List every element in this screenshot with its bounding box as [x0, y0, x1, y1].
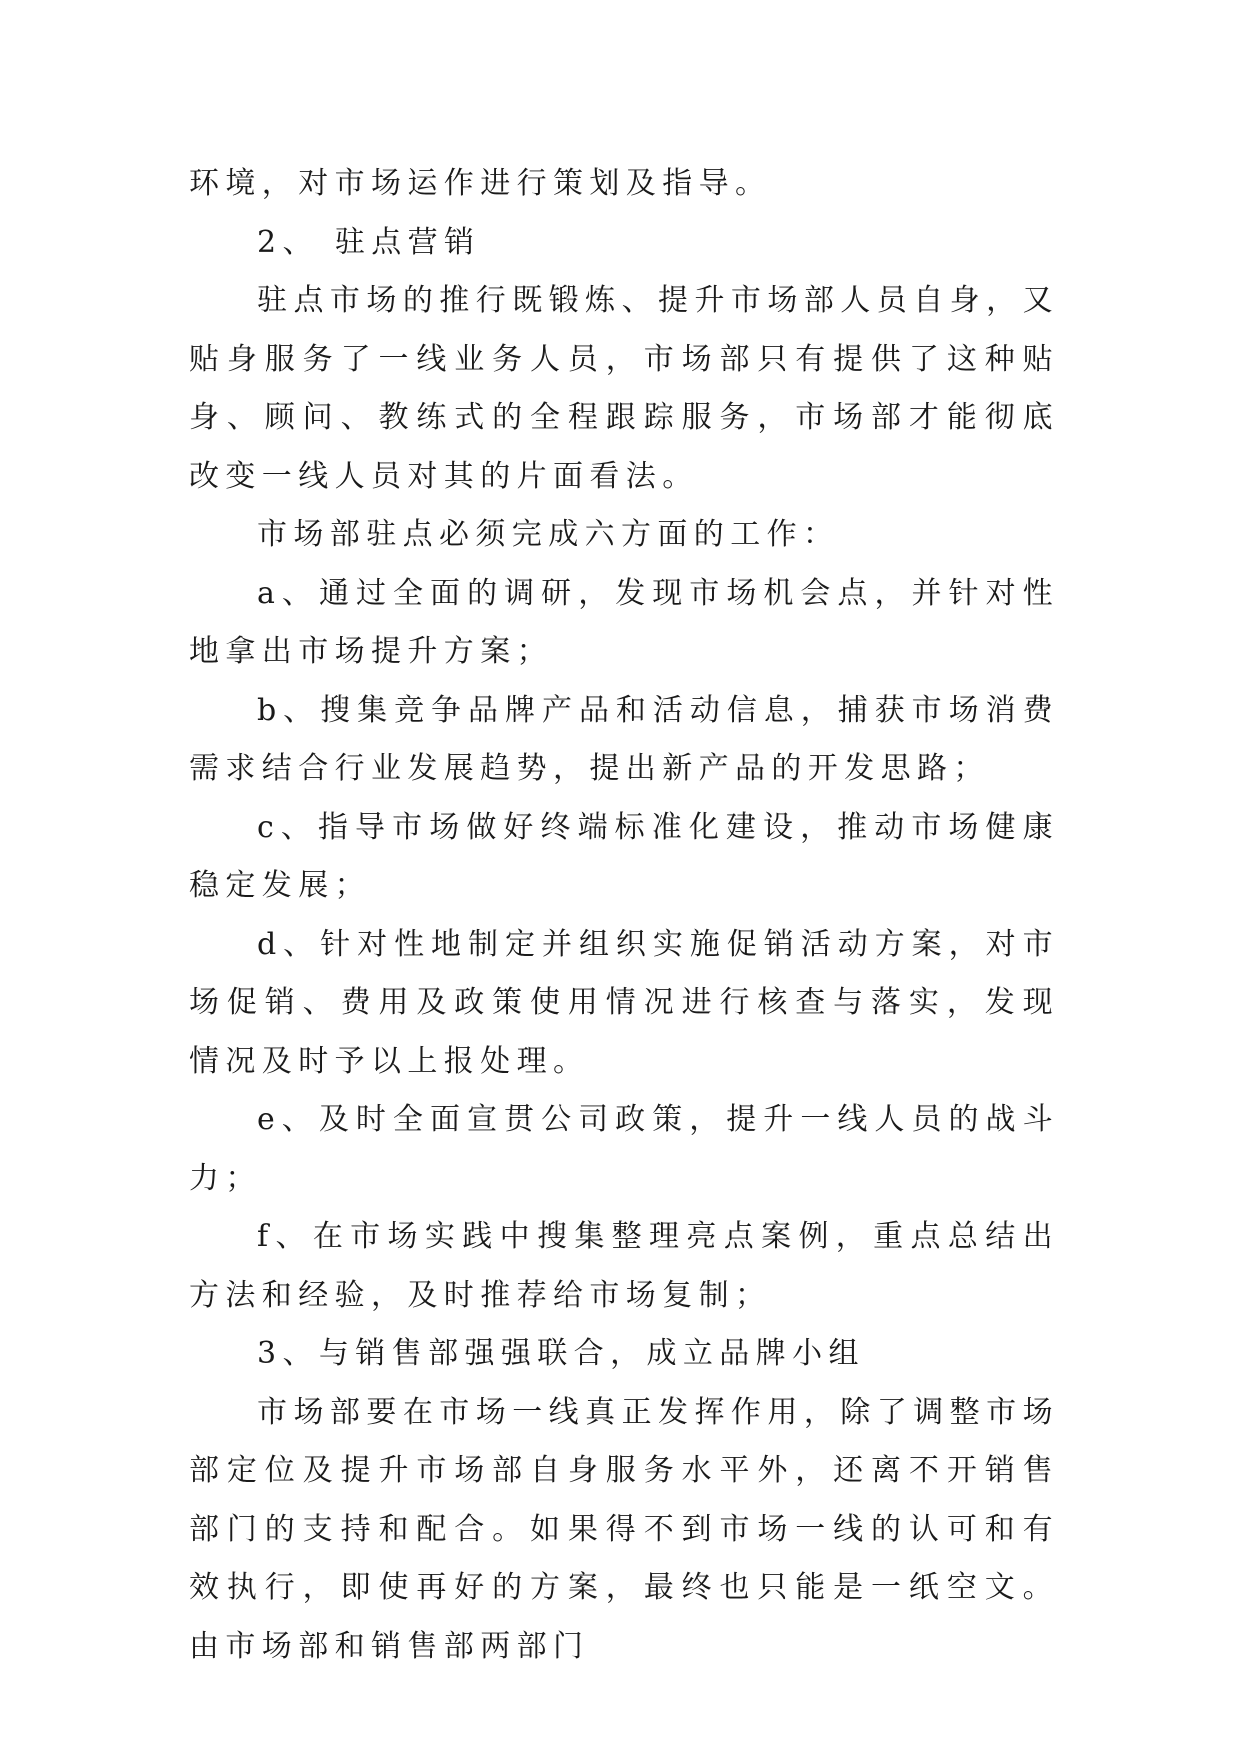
document-body: [189, 155, 1059, 1676]
section-heading-brand-team: 3、与销售部强强联合，成立品牌小组: [257, 1336, 865, 1371]
list-item-a: a、通过全面的调研，发现市场机会点，并针对性地拿出市场提升方案；: [189, 575, 1059, 669]
list-item-e: e、及时全面宣贯公司政策，提升一线人员的战斗力；: [189, 1102, 1059, 1196]
paragraph-sales-cooperation: 市场部要在市场一线真正发挥作用，除了调整市场部定位及提升市场部自身服务水平外，还离不开销售部门的支持和配合。如果得不到市场一线的认可和有效执行，即使再好的方案，最终也只能是一纸空文。由市场部和销售部两部门: [189, 1394, 1059, 1664]
section-heading-resident-marketing: 2、 驻点营销: [257, 224, 481, 260]
list-item-b: b、搜集竞争品牌产品和活动信息，捕获市场消费需求结合行业发展趋势，提出新产品的开发思路；: [189, 692, 1059, 786]
paragraph-resident-market: 驻点市场的推行既锻炼、提升市场部人员自身，又贴身服务了一线业务人员，市场部只有提供了这种贴身、顾问、教练式的全程跟踪服务，市场部才能彻底改变一线人员对其的片面看法。: [189, 283, 1059, 494]
list-item-c: c、指导市场做好终端标准化建设，推动市场健康稳定发展；: [189, 809, 1059, 903]
paragraph-six-tasks-intro: 市场部驻点必须完成六方面的工作：: [257, 517, 840, 552]
list-item-d: d、针对性地制定并组织实施促销活动方案，对市场促销、费用及政策使用情况进行核查与落实，发现情况及时予以上报处理。: [189, 926, 1059, 1079]
paragraph-continuation: 环境，对市场运作进行策划及指导。: [189, 166, 772, 201]
list-item-f: f、在市场实践中搜集整理亮点案例，重点总结出方法和经验，及时推荐给市场复制；: [189, 1219, 1059, 1313]
